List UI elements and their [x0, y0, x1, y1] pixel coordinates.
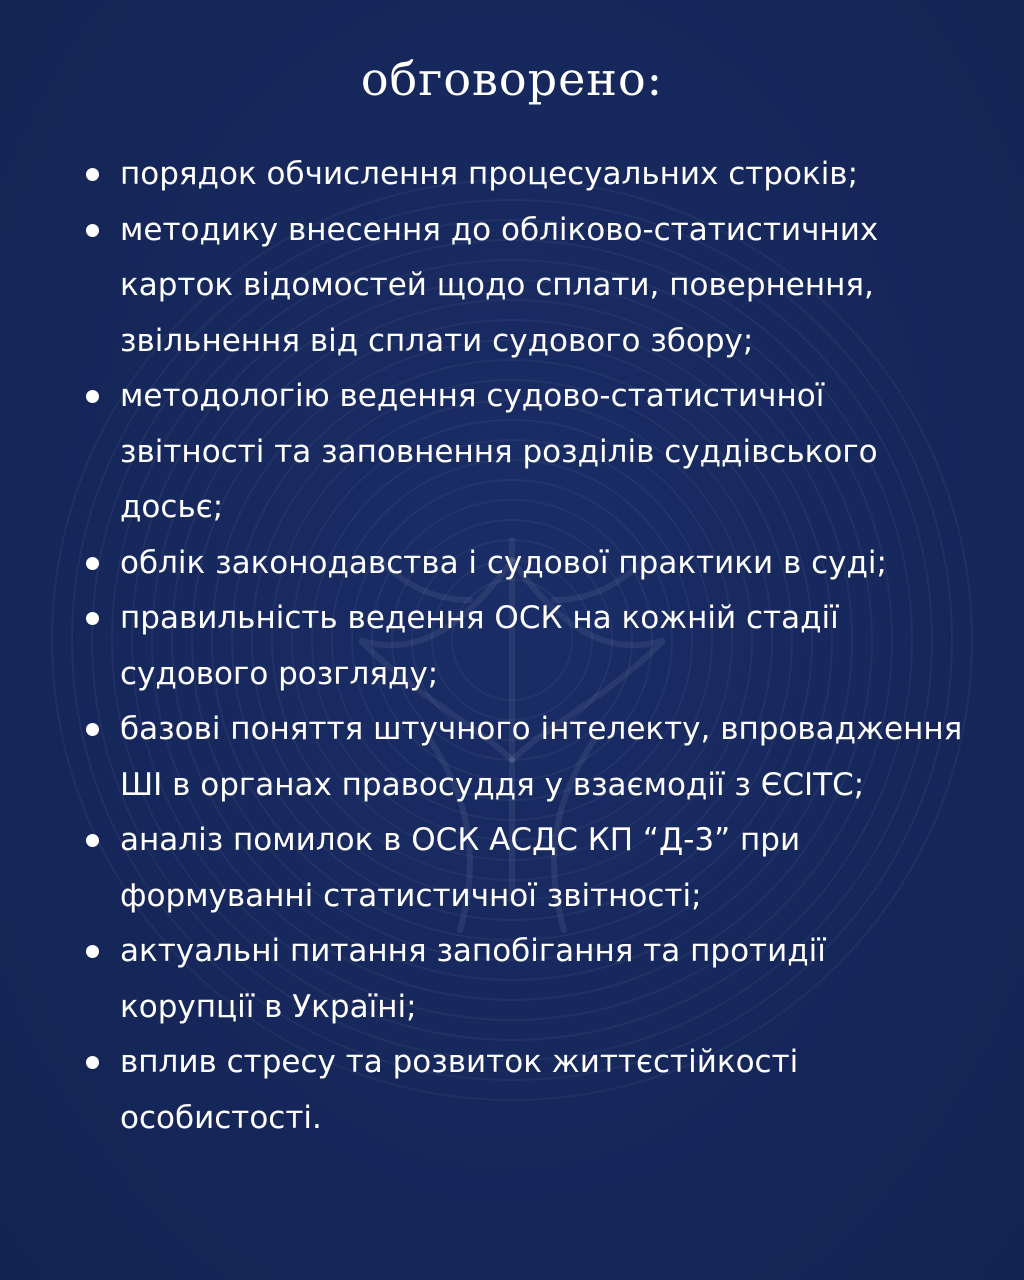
bullet-icon — [86, 1056, 99, 1069]
list-item — [86, 147, 966, 203]
list-item-text: вплив стресу та розвиток життєстійкості особистості. — [120, 1044, 799, 1136]
list-item-text: методику внесення до обліково-статистичних карток відомостей щодо сплати, повернення, звільнення від сплати судового збору; — [120, 211, 879, 359]
list-item-text: методологію ведення судово-статистичної звітності та заповнення розділів суддівського досьє; — [120, 378, 878, 525]
bullet-icon — [86, 390, 99, 403]
list-item — [86, 203, 966, 370]
topics-list — [86, 147, 966, 1146]
bullet-icon — [86, 834, 99, 847]
list-item — [86, 536, 966, 592]
list-item-text: базові поняття штучного інтелекту, впровадження ШІ в органах правосуддя у взаємодії з ЄСІТС; — [120, 711, 963, 803]
bullet-icon — [86, 612, 99, 625]
list-item — [86, 924, 966, 1035]
bullet-icon — [86, 945, 99, 958]
list-item — [86, 369, 966, 536]
list-item-text: правильність ведення ОСК на кожній стадії судового розгляду; — [120, 600, 839, 692]
list-item — [86, 1035, 966, 1146]
list-item — [86, 591, 966, 702]
page-title: обговорено: — [360, 52, 664, 106]
bullet-icon — [86, 557, 99, 570]
bullet-icon — [86, 168, 99, 181]
bullet-icon — [86, 723, 99, 736]
list-item-text: актуальні питання запобігання та протидії корупції в Україні; — [120, 933, 826, 1025]
list-item-text: облік законодавства і судової практики в суді; — [120, 544, 887, 581]
list-item — [86, 813, 966, 924]
list-item-text: порядок обчислення процесуальних строків; — [120, 156, 859, 192]
list-item-text: аналіз помилок в ОСК АСДС КП “Д-3” при формуванні статистичної звітності; — [120, 822, 801, 914]
list-item — [86, 702, 966, 813]
bullet-icon — [86, 224, 99, 237]
